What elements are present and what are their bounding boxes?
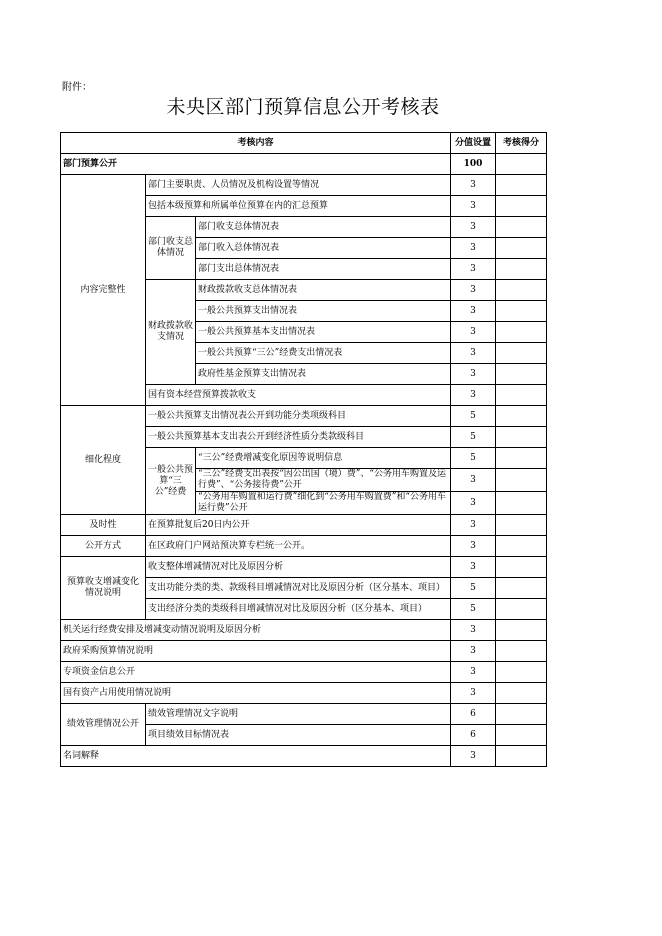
- item-cell: 部门收支总体情况表: [196, 217, 451, 238]
- score-cell[interactable]: [496, 259, 547, 280]
- item-cell: 财政拨款收支总体情况表: [196, 280, 451, 301]
- score-value: 3: [451, 620, 496, 641]
- score-cell[interactable]: [496, 406, 547, 427]
- score-value: 3: [451, 238, 496, 259]
- score-cell[interactable]: [496, 683, 547, 704]
- score-value: 6: [451, 704, 496, 725]
- score-cell[interactable]: [496, 280, 547, 301]
- group-budget-change: 预算收支增减变化情况说明: [61, 557, 146, 620]
- table-row: [61, 746, 547, 767]
- table-row: [61, 641, 547, 662]
- score-cell[interactable]: [496, 515, 547, 536]
- item-cell: 专项资金信息公开: [61, 662, 451, 683]
- table-row: [61, 515, 547, 536]
- table-row: [61, 557, 547, 578]
- score-cell[interactable]: [496, 343, 547, 364]
- score-cell[interactable]: [496, 641, 547, 662]
- score-cell[interactable]: [496, 301, 547, 322]
- score-cell[interactable]: [496, 154, 547, 175]
- header-content: 考核内容: [61, 133, 451, 154]
- score-cell[interactable]: [496, 662, 547, 683]
- score-cell[interactable]: [496, 620, 547, 641]
- score-cell[interactable]: [496, 238, 547, 259]
- score-cell[interactable]: [496, 557, 547, 578]
- item-cell: 绩效管理情况文字说明: [146, 704, 451, 725]
- score-value: 3: [451, 343, 496, 364]
- assessment-table: [60, 132, 547, 767]
- item-cell: 一般公共预算基本支出情况表: [196, 322, 451, 343]
- item-cell: 部门支出总体情况表: [196, 259, 451, 280]
- item-cell: 政府采购预算情况说明: [61, 641, 451, 662]
- table-header-row: [61, 133, 547, 154]
- score-value: 3: [451, 536, 496, 557]
- item-cell: 部门收入总体情况表: [196, 238, 451, 259]
- header-score-setting: 分值设置: [451, 133, 496, 154]
- group-refinement: 细化程度: [61, 406, 146, 515]
- item-cell: 支出经济分类的类级科目增减情况对比及原因分析（区分基本、项目）: [146, 599, 451, 620]
- table-row: [61, 662, 547, 683]
- item-cell: 一般公共预算“三公”经费支出情况表: [196, 343, 451, 364]
- score-value: 3: [451, 492, 496, 515]
- item-cell: “公务用车购置和运行费”细化到“公务用车购置费”和“公务用车运行费”公开: [196, 492, 451, 515]
- score-value: 3: [451, 217, 496, 238]
- page-title: 未央区部门预算信息公开考核表: [166, 96, 440, 118]
- table-row: [61, 683, 547, 704]
- group-performance: 绩效管理情况公开: [61, 704, 146, 746]
- item-cell: 一般公共预算支出情况表: [196, 301, 451, 322]
- item-cell: 一般公共预算支出情况表公开到功能分类项级科目: [146, 406, 451, 427]
- group-dept-revenue-expense: 部门收支总体情况: [146, 217, 196, 280]
- score-cell[interactable]: [496, 599, 547, 620]
- item-cell: “三公”经费增减变化原因等说明信息: [196, 448, 451, 469]
- section-label: 部门预算公开: [61, 154, 451, 175]
- table-row: [61, 536, 547, 557]
- score-value: 3: [451, 662, 496, 683]
- item-cell: 国有资产占用使用情况说明: [61, 683, 451, 704]
- score-cell[interactable]: [496, 746, 547, 767]
- item-cell: “三公”经费支出表按“因公出国（境）费”、“公务用车购置及运行费”、“公务接待费”公开: [196, 469, 451, 492]
- group-timeliness: 及时性: [61, 515, 146, 536]
- score-cell[interactable]: [496, 196, 547, 217]
- section-row: [61, 154, 547, 175]
- header-score-obtained: 考核得分: [496, 133, 547, 154]
- score-cell[interactable]: [496, 492, 547, 515]
- score-value: 3: [451, 469, 496, 492]
- score-value: 5: [451, 427, 496, 448]
- item-cell: 一般公共预算基本支出表公开到经济性质分类款级科目: [146, 427, 451, 448]
- score-value: 5: [451, 406, 496, 427]
- score-value: 5: [451, 578, 496, 599]
- score-cell[interactable]: [496, 385, 547, 406]
- table-row: [61, 620, 547, 641]
- item-cell: 包括本级预算和所属单位预算在内的汇总预算: [146, 196, 451, 217]
- score-value: 3: [451, 322, 496, 343]
- score-value: 3: [451, 364, 496, 385]
- score-cell[interactable]: [496, 217, 547, 238]
- score-value: 3: [451, 259, 496, 280]
- score-value: 5: [451, 448, 496, 469]
- score-cell[interactable]: [496, 536, 547, 557]
- score-value: 3: [451, 683, 496, 704]
- score-value: 3: [451, 746, 496, 767]
- score-cell[interactable]: [496, 175, 547, 196]
- item-cell: 在预算批复后20日内公开: [146, 515, 451, 536]
- table-row: [61, 175, 547, 196]
- score-cell[interactable]: [496, 322, 547, 343]
- score-cell[interactable]: [496, 448, 547, 469]
- group-completeness: 内容完整性: [61, 175, 146, 406]
- item-cell: 机关运行经费安排及增减变动情况说明及原因分析: [61, 620, 451, 641]
- score-value: 3: [451, 641, 496, 662]
- item-cell: 国有资本经营预算拨款收支: [146, 385, 451, 406]
- item-cell: 支出功能分类的类、款级科目增减情况对比及原因分析（区分基本、项目）: [146, 578, 451, 599]
- score-value: 3: [451, 196, 496, 217]
- score-value: 6: [451, 725, 496, 746]
- table-row: [61, 704, 547, 725]
- item-cell: 项目绩效目标情况表: [146, 725, 451, 746]
- group-disclosure-method: 公开方式: [61, 536, 146, 557]
- score-value: 3: [451, 301, 496, 322]
- score-cell[interactable]: [496, 427, 547, 448]
- group-fiscal-appropriation: 财政拨款收支情况: [146, 280, 196, 385]
- attachment-label: 附件：: [62, 82, 92, 93]
- score-cell[interactable]: [496, 578, 547, 599]
- item-cell: 政府性基金预算支出情况表: [196, 364, 451, 385]
- section-total: 100: [451, 154, 496, 175]
- item-cell: 在区政府门户网站预决算专栏统一公开。: [146, 536, 451, 557]
- score-value: 3: [451, 385, 496, 406]
- item-cell: 名词解释: [61, 746, 451, 767]
- score-cell[interactable]: [496, 704, 547, 725]
- score-cell[interactable]: [496, 364, 547, 385]
- score-value: 5: [451, 599, 496, 620]
- score-value: 3: [451, 515, 496, 536]
- group-general-budget-three: 一般公共预算“三公”经费: [146, 448, 196, 515]
- item-cell: 收支整体增减情况对比及原因分析: [146, 557, 451, 578]
- item-cell: 部门主要职责、人员情况及机构设置等情况: [146, 175, 451, 196]
- score-cell[interactable]: [496, 469, 547, 492]
- score-value: 3: [451, 557, 496, 578]
- score-value: 3: [451, 175, 496, 196]
- score-cell[interactable]: [496, 725, 547, 746]
- table-row: [61, 406, 547, 427]
- score-value: 3: [451, 280, 496, 301]
